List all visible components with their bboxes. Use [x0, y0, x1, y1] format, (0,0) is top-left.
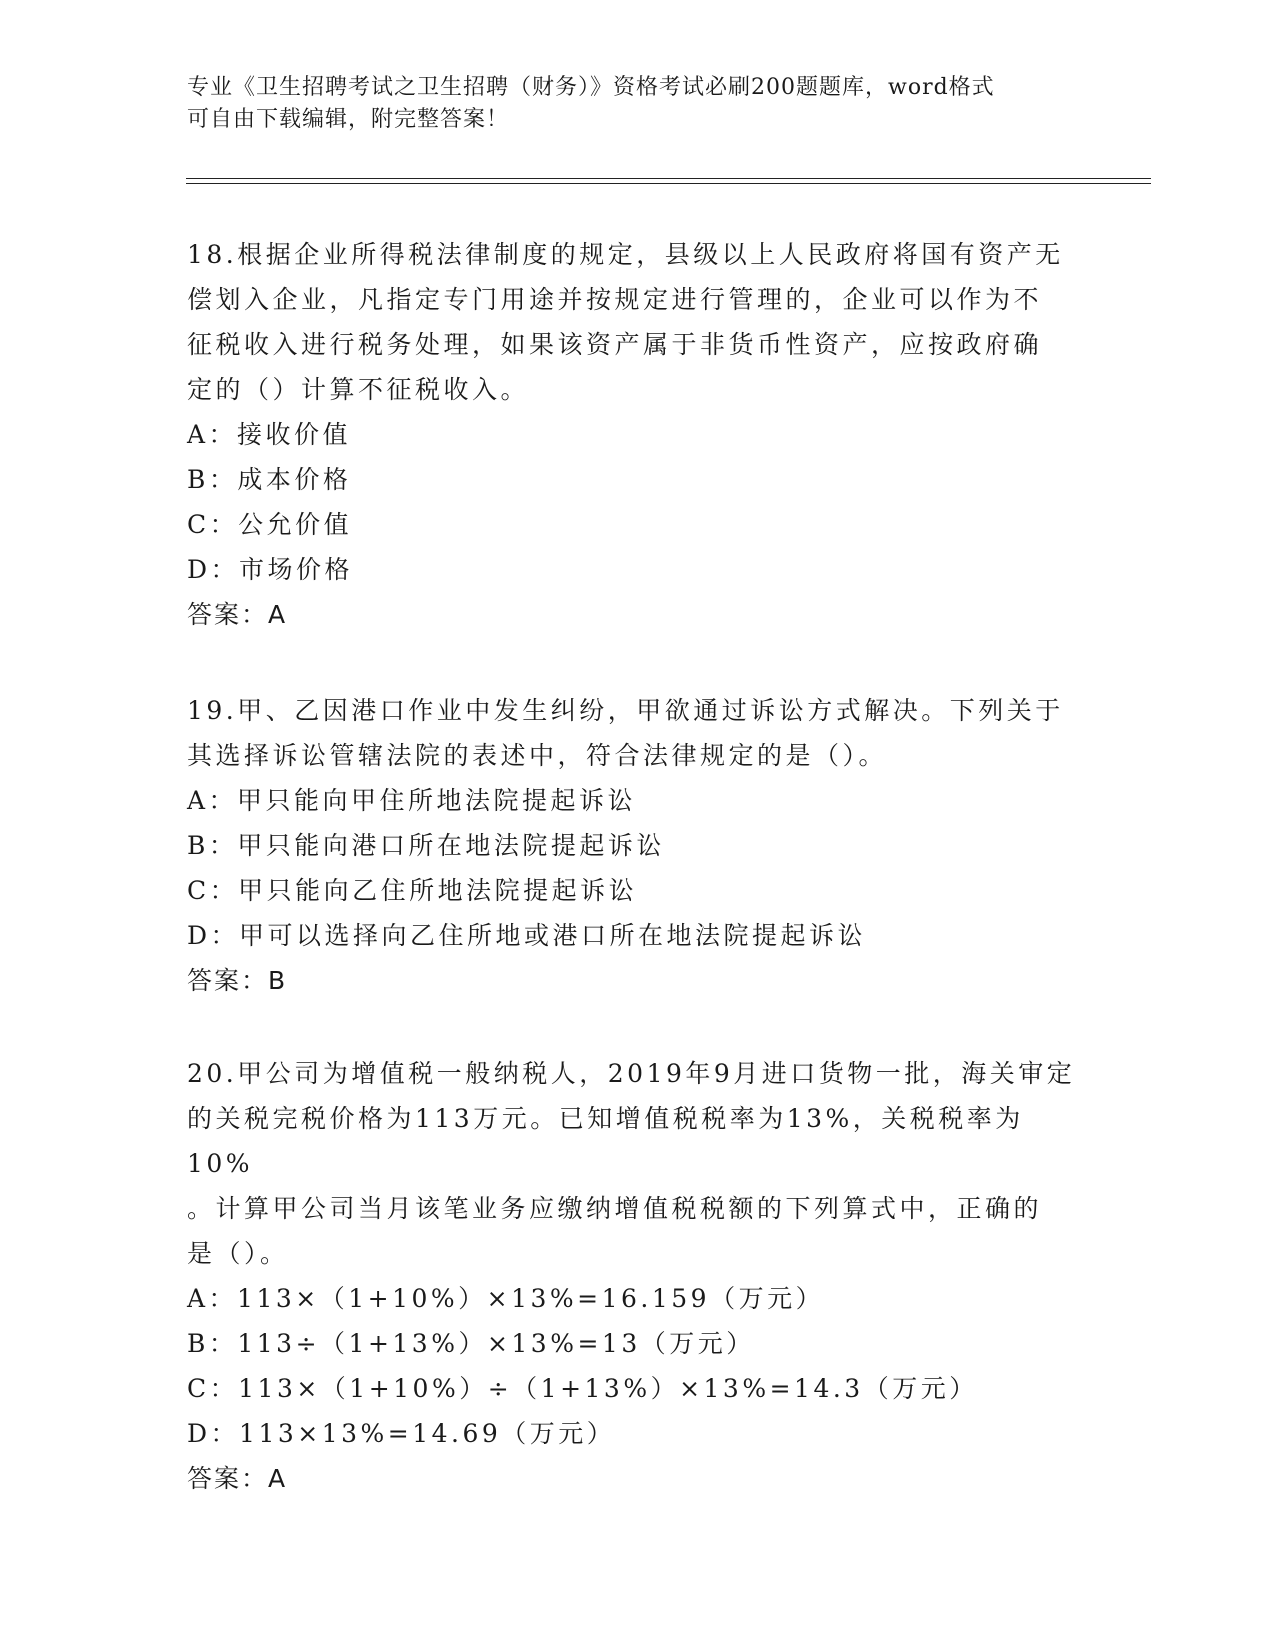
question-line: 20.甲公司为增值税一般纳税人，2019年9月进口货物一批，海关审定: [187, 1059, 1076, 1088]
option-b: B：成本价格: [187, 465, 352, 494]
question-line: 偿划入企业，凡指定专门用途并按规定进行管理的，企业可以作为不: [187, 285, 1043, 314]
header-line-1: 专业《卫生招聘考试之卫生招聘（财务）》资格考试必刷200题题库，word格式: [187, 75, 995, 100]
option-d: D：甲可以选择向乙住所地或港口所在地法院提起诉讼: [187, 921, 867, 950]
question-20: [187, 1051, 1077, 1501]
option-c: C：113×（1+10%）÷（1+13%）×13%=14.3（万元）: [187, 1374, 978, 1403]
option-a: A：113×（1+10%）×13%=16.159（万元）: [187, 1284, 825, 1313]
option-b: B：113÷（1+13%）×13%=13（万元）: [187, 1329, 755, 1358]
answer-line: 答案：A: [187, 1464, 288, 1493]
answer-line: 答案：B: [187, 966, 288, 995]
header-divider-top: [186, 178, 1151, 179]
option-a: A：甲只能向甲住所地法院提起诉讼: [187, 786, 637, 815]
header-line-2: 可自由下载编辑，附完整答案！: [187, 107, 510, 132]
question-line: 定的（）计算不征税收入。: [187, 375, 530, 404]
option-d: D：113×13%=14.69（万元）: [187, 1419, 616, 1448]
question-18: [187, 232, 1077, 637]
option-a: A：接收价值: [187, 420, 352, 449]
option-c: C：甲只能向乙住所地法院提起诉讼: [187, 876, 638, 905]
question-line: 。计算甲公司当月该笔业务应缴纳增值税税额的下列算式中，正确的: [187, 1194, 1043, 1223]
option-c: C：公允价值: [187, 510, 353, 539]
option-b: B：甲只能向港口所在地法院提起诉讼: [187, 831, 665, 860]
question-line: 是（）。: [187, 1239, 289, 1268]
document-header: [187, 72, 1067, 136]
question-line: 18.根据企业所得税法律制度的规定，县级以上人民政府将国有资产无: [187, 240, 1064, 269]
question-line: 19.甲、乙因港口作业中发生纠纷，甲欲通过诉讼方式解决。下列关于: [187, 696, 1064, 725]
option-d: D：市场价格: [187, 555, 354, 584]
answer-line: 答案：A: [187, 600, 288, 629]
question-line: 的关税完税价格为113万元。已知增值税税率为13%，关税税率为10%: [187, 1104, 1024, 1178]
question-19: [187, 688, 1077, 1003]
header-divider-bottom: [186, 183, 1151, 184]
question-line: 其选择诉讼管辖法院的表述中，符合法律规定的是（）。: [187, 741, 888, 770]
question-line: 征税收入进行税务处理，如果该资产属于非货币性资产，应按政府确: [187, 330, 1043, 359]
